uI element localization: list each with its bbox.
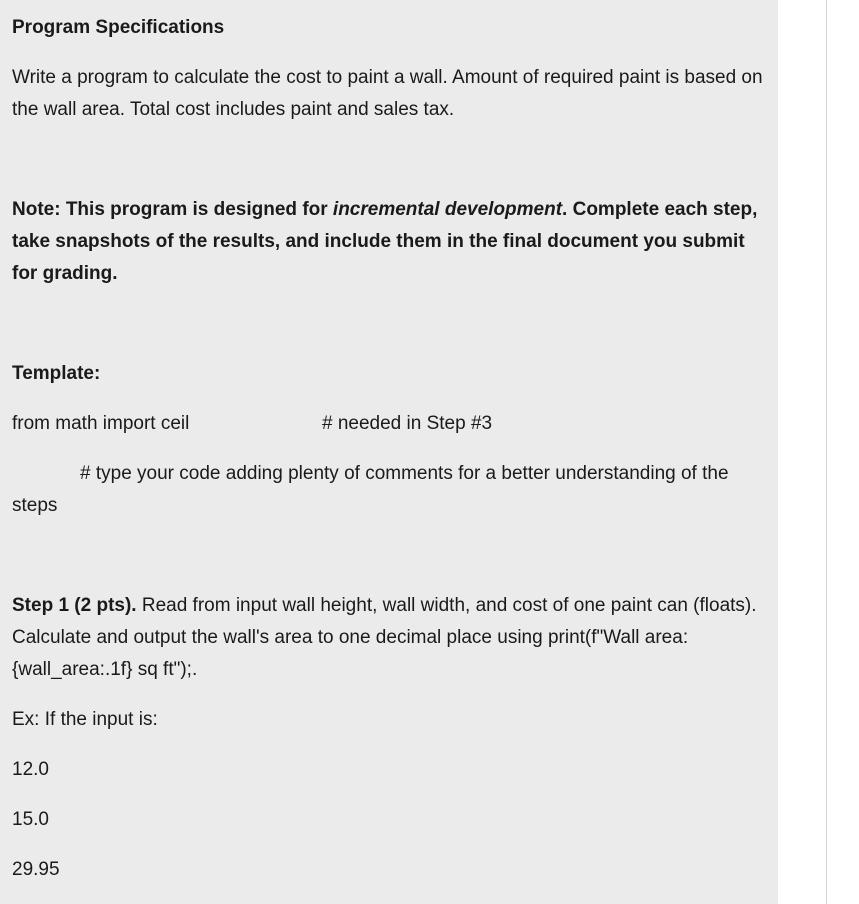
note-emphasis: incremental development <box>332 199 563 220</box>
scrollbar-track[interactable] <box>826 0 827 904</box>
import-comment: # needed in Step #3 <box>322 413 493 434</box>
note-prefix: Note: This program is designed for <box>12 199 333 220</box>
template-heading: Template: <box>12 363 101 384</box>
example-label: Ex: If the input is: <box>12 709 158 730</box>
code-comment-paragraph <box>12 458 764 522</box>
example-input-2: 15.0 <box>12 809 49 830</box>
note-paragraph <box>12 194 764 290</box>
example-input-1: 12.0 <box>12 759 49 780</box>
page-title: Program Specifications <box>12 17 225 38</box>
import-code: from math import ceil <box>12 413 190 434</box>
note-suffix: . Complete each step, take snapshots of the results, and include them in the final document you submit for grading. <box>12 199 758 284</box>
document-content <box>12 12 764 886</box>
code-comment: # type your code adding plenty of comments for a better understanding of the steps <box>12 463 729 516</box>
intro-paragraph: Write a program to calculate the cost to paint a wall. Amount of required paint is based on the wall area. Total cost includes paint and sales tax. <box>12 67 763 120</box>
example-input-3: 29.95 <box>12 859 60 880</box>
step1-label: Step 1 (2 pts). <box>12 595 137 616</box>
import-line <box>12 408 764 440</box>
step1-text: Read from input wall height, wall width, and cost of one paint can (floats). Calculate and output the wall's area to one decimal place using print(f"Wall area: {wall_area:.1f} sq ft");. <box>12 595 757 680</box>
step1-paragraph <box>12 590 764 686</box>
